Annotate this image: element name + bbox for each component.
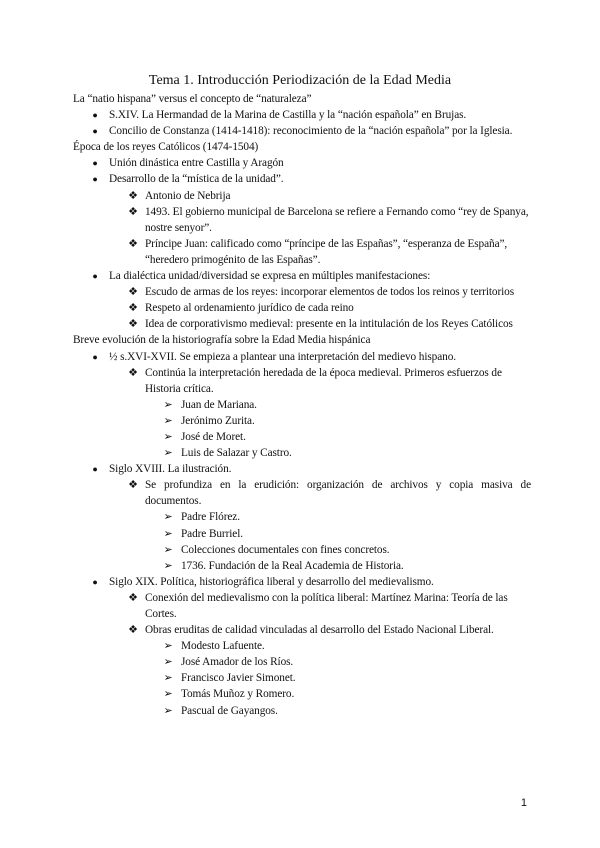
diamond-bullet-icon: ❖ (128, 479, 138, 492)
xix-sublist (73, 590, 531, 638)
arrow-bullet-icon: ➢ (163, 447, 173, 460)
bullet-dot-icon: ● (92, 271, 98, 282)
list-item: ● Unión dinástica entre Castilla y Aragón (73, 155, 531, 171)
bullet-dot-icon: ● (92, 464, 98, 475)
arrow-bullet-icon: ➢ (163, 430, 173, 443)
arrow-bullet-icon: ➢ (163, 656, 173, 669)
arrow-bullet-icon: ➢ (163, 511, 173, 524)
arrow-bullet-icon: ➢ (163, 640, 173, 653)
list-item: ➢ Padre Flórez. (73, 509, 531, 525)
list-item: ➢ Luis de Salazar y Castro. (73, 445, 531, 461)
list-item: ● Siglo XIX. Política, historiográfica liberal y desarrollo del medievalismo. (73, 574, 531, 590)
list-item: ❖ 1493. El gobierno municipal de Barcelona se refiere a Fernando como “rey de Spanya, nostre senyor”. (73, 204, 531, 236)
diamond-bullet-icon: ❖ (128, 286, 138, 299)
list-item: ● La dialéctica unidad/diversidad se expresa en múltiples manifestaciones: (73, 268, 531, 284)
list-item: ❖ Príncipe Juan: calificado como “príncipe de las Españas”, “esperanza de España”, “heredero primogénito de las Españas”. (73, 236, 531, 268)
diamond-bullet-icon: ❖ (128, 237, 138, 250)
list-item: ➢ José de Moret. (73, 429, 531, 445)
list-item: ➢ José Amador de los Ríos. (73, 654, 531, 670)
list-item: ➢ Francisco Javier Simonet. (73, 670, 531, 686)
arrow-bullet-icon: ➢ (163, 559, 173, 572)
list-item: ❖ Obras eruditas de calidad vinculadas al desarrollo del Estado Nacional Liberal. (73, 622, 531, 638)
list-item: ❖ Idea de corporativismo medieval: presente en la intitulación de los Reyes Católicos (73, 316, 531, 332)
list-item: ● Siglo XVIII. La ilustración. (73, 461, 531, 477)
historiografia-list-2 (73, 461, 531, 477)
historiografia-list-3 (73, 574, 531, 590)
xviii-names (73, 509, 531, 573)
page-title: Tema 1. Introducción Periodización de la Edad Media (148, 73, 452, 88)
xix-names (73, 638, 531, 718)
bullet-dot-icon: ● (92, 174, 98, 185)
list-item: ❖ Respeto al ordenamiento jurídico de cada reino (73, 300, 531, 316)
xvi-names (73, 397, 531, 461)
list-item: ● ½ s.XVI-XVII. Se empieza a plantear una interpretación del medievo hispano. (73, 349, 531, 365)
list-item: ➢ Modesto Lafuente. (73, 638, 531, 654)
list-item: ➢ 1736. Fundación de la Real Academia de Historia. (73, 558, 531, 574)
reyes-list (73, 155, 531, 187)
list-item: ❖ Continúa la interpretación heredada de la época medieval. Primeros esfuerzos de Historia crítica. (73, 365, 531, 397)
diamond-bullet-icon: ❖ (128, 591, 138, 604)
bullet-dot-icon: ● (92, 110, 98, 121)
arrow-bullet-icon: ➢ (163, 527, 173, 540)
list-item: ● Desarrollo de la “mística de la unidad”. (73, 171, 531, 187)
dialectica-sublist (73, 284, 531, 332)
list-item: ➢ Juan de Mariana. (73, 397, 531, 413)
list-item: ● Concilio de Constanza (1414-1418): reconocimiento de la “nación española” por la Iglesia. (73, 123, 531, 139)
xviii-sublist (73, 477, 531, 509)
list-item: ➢ Pascual de Gayangos. (73, 703, 531, 719)
list-item: ❖ Antonio de Nebrija (73, 188, 531, 204)
list-item: ❖ Escudo de armas de los reyes: incorporar elementos de todos los reinos y territorios (73, 284, 531, 300)
section-heading-reyes: Época de los reyes Católicos (1474-1504) (73, 141, 259, 154)
diamond-bullet-icon: ❖ (128, 318, 138, 331)
list-item: ● S.XIV. La Hermandad de la Marina de Castilla y la “nación española” en Brujas. (73, 107, 531, 123)
section-heading-natio: La “natio hispana” versus el concepto de “naturaleza” (73, 93, 312, 105)
list-item: ❖ Conexión del medievalismo con la política liberal: Martínez Marina: Teoría de las Cortes. (73, 590, 531, 622)
bullet-dot-icon: ● (92, 576, 98, 587)
arrow-bullet-icon: ➢ (163, 704, 173, 717)
diamond-bullet-icon: ❖ (128, 624, 138, 637)
section-heading-historiografia: Breve evolución de la historiografía sobre la Edad Media hispánica (73, 334, 371, 347)
bullet-dot-icon: ● (92, 126, 98, 137)
arrow-bullet-icon: ➢ (163, 398, 173, 411)
list-item: ➢ Jerónimo Zurita. (73, 413, 531, 429)
xvi-sublist (73, 365, 531, 397)
historiografia-list-1 (73, 349, 531, 365)
arrow-bullet-icon: ➢ (163, 414, 173, 427)
natio-list (73, 107, 531, 139)
arrow-bullet-icon: ➢ (163, 543, 173, 556)
list-item: ➢ Padre Burriel. (73, 526, 531, 542)
bullet-dot-icon: ● (92, 351, 98, 362)
list-item: ➢ Tomás Muñoz y Romero. (73, 686, 531, 702)
bullet-dot-icon: ● (92, 158, 98, 169)
diamond-bullet-icon: ❖ (128, 366, 138, 379)
diamond-bullet-icon: ❖ (128, 205, 138, 218)
mistica-sublist (73, 188, 531, 268)
list-item: ❖ Se profundiza en la erudición: organización de archivos y copia masiva de documentos. (73, 477, 531, 509)
arrow-bullet-icon: ➢ (163, 672, 173, 685)
page-number: 1 (520, 797, 527, 809)
reyes-list-cont (73, 268, 531, 284)
arrow-bullet-icon: ➢ (163, 688, 173, 701)
diamond-bullet-icon: ❖ (128, 189, 138, 202)
document-body (73, 91, 531, 719)
diamond-bullet-icon: ❖ (128, 302, 138, 315)
list-item: ➢ Colecciones documentales con fines concretos. (73, 542, 531, 558)
